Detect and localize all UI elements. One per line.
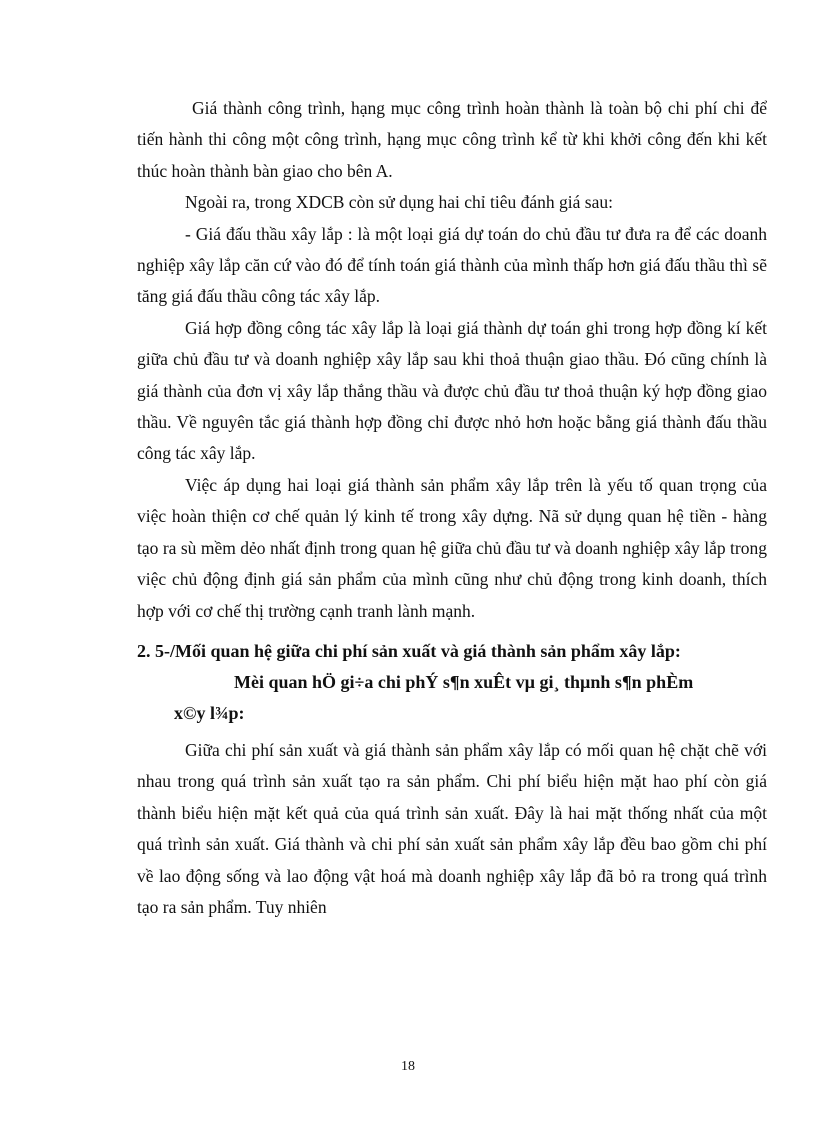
paragraph-bid-price: - Giá đấu thầu xây lắp : là một loại giá dự toán do chủ đầu tư đưa ra để các doanh nghiệp xây lắp căn cứ vào đó để tính toán giá thành của mình thấp hơn giá đấu thầu thì sẽ tăng giá đấu thầu công tác xây lắp. <box>137 223 767 307</box>
paragraph-project-cost: Giá thành công trình, hạng mục công trình hoàn thành là toàn bộ chi phí chi để tiến hành thi công một công trình, hạng mục công trình kể từ khi khởi công đến khi kết thúc hoàn thành bàn giao cho bên A. <box>137 98 767 181</box>
paragraph-contract-price: Giá hợp đồng công tác xây lắp là loại giá thành dự toán ghi trong hợp đồng kí kết giữa chủ đầu tư và doanh nghiệp xây lắp sau khi thoả thuận giao thầu. Đó cũng chính là giá thành của đơn vị xây lắp thắng thầu và được chủ đầu tư thoả thuận ký hợp đồng giao thầu. Về nguyên tắc giá thành hợp đồng chỉ được nhỏ hơn hoặc bằng giá thành đấu thầu công tác xây lắp. <box>137 317 767 464</box>
section-heading-garbled-line2: x©y l¾p: <box>174 702 245 723</box>
paragraph-other-indicators: Ngoài ra, trong XDCB còn sử dụng hai chỉ tiêu đánh giá sau: <box>185 192 613 213</box>
page-number: 18 <box>401 1059 415 1074</box>
section-heading-garbled <box>137 667 767 729</box>
spacer <box>137 627 767 633</box>
paragraph-relationship: Giữa chi phí sản xuất và giá thành sản phẩm xây lắp có mối quan hệ chặt chẽ với nhau trong quá trình sản xuất tạo ra sản phẩm. Chi phí biểu hiện mặt hao phí còn giá thành biểu hiện mặt kết quả của quá trình sản xuất. Đây là hai mặt thống nhất của một quá trình sản xuất. Giá thành và chi phí sản xuất sản phẩm xây lắp đều bao gồm chi phí về lao động sống và lao động vật hoá mà doanh nghiệp xây lắp đã bỏ ra trong quá trình tạo ra sản phẩm. Tuy nhiên <box>137 739 767 917</box>
section-heading-garbled-line1: Mèi quan hÖ gi÷a chi phÝ s¶n xuÊt vµ gi¸ thµnh s¶n phÈm <box>234 671 694 692</box>
paragraph-application: Việc áp dụng hai loại giá thành sản phẩm xây lắp trên là yếu tố quan trọng của việc hoàn thiện cơ chế quản lý kinh tế trong xây dựng. Nã sử dụng quan hệ tiền - hàng tạo ra sù mềm dẻo nhất định trong quan hệ giữa chủ đầu tư và doanh nghiệp xây lắp trong việc chủ động định giá sản phẩm của mình cũng như chủ động trong kinh doanh, thích hợp với cơ chế thị trường cạnh tranh lành mạnh. <box>137 474 767 621</box>
document-body <box>137 93 767 923</box>
section-heading: 2. 5-/Mối quan hệ giữa chi phí sản xuất và giá thành sản phẩm xây lắp: <box>137 640 681 661</box>
